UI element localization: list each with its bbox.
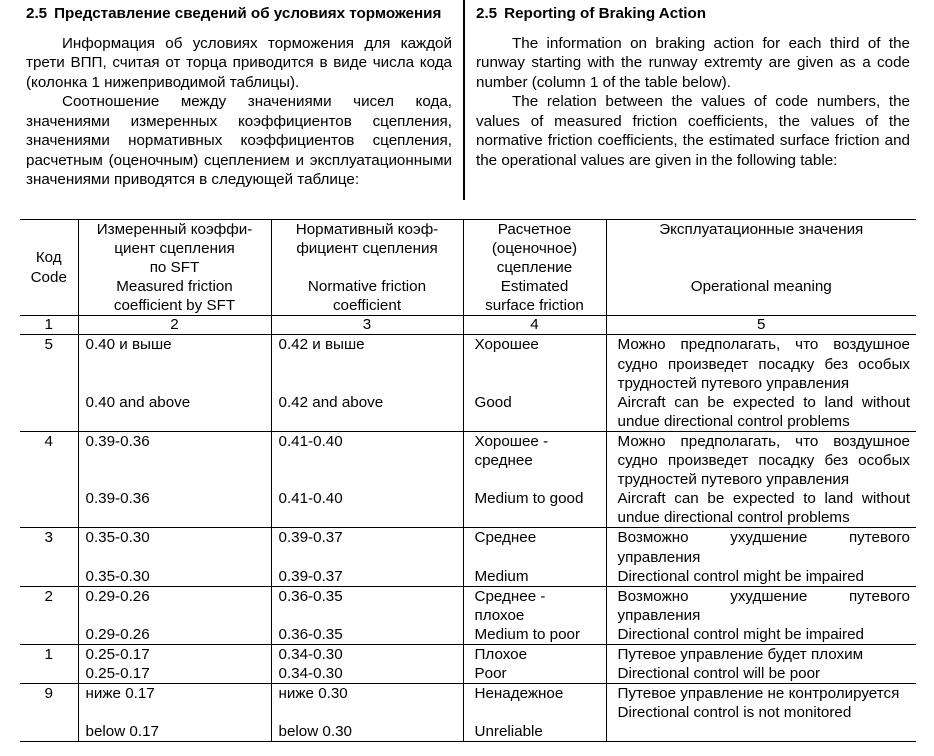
measured-cell: [78, 335, 271, 431]
estimated-ru: Среднее - плохое: [474, 587, 546, 624]
header-measured-ru-2: циент сцепления: [114, 240, 235, 258]
table-header-row: [20, 220, 916, 316]
operational-ru: Возможно ухудшение путевого управления: [617, 587, 910, 624]
operational-cell: [606, 644, 916, 683]
operational-en: Directional control might be impaired: [617, 567, 864, 585]
measured-ru: 0.40 и выше: [85, 336, 172, 354]
normative-cell: [271, 644, 463, 683]
header-estimated-en-2: surface friction: [485, 297, 584, 315]
estimated-cell: [463, 684, 606, 742]
header-code-en: Code: [30, 268, 67, 286]
header-operational-en: Operational meaning: [690, 278, 832, 296]
normative-ru: 0.42 и выше: [278, 336, 365, 354]
table-row: [20, 335, 916, 431]
operational-ru: Путевое управление не контролируется: [617, 685, 900, 703]
normative-en: 0.42 and above: [278, 393, 384, 411]
normative-ru: ниже 0.30: [278, 685, 348, 703]
section-title-en: Reporting of Braking Action: [504, 5, 707, 22]
header-normative: [271, 220, 463, 316]
measured-en: 0.39-0.36: [85, 490, 150, 508]
header-measured: [78, 220, 271, 316]
header-normative-en-2: coefficient: [332, 297, 402, 315]
measured-en: 0.29-0.26: [85, 625, 150, 643]
column-number: 3: [271, 316, 463, 335]
braking-action-table: [20, 219, 916, 742]
normative-ru: 0.41-0.40: [278, 432, 343, 450]
measured-en: 0.25-0.17: [85, 665, 150, 683]
header-normative-ru-1: Нормативный коэф-: [295, 221, 439, 238]
normative-en: 0.34-0.30: [278, 665, 343, 683]
estimated-en: Medium to poor: [474, 625, 581, 643]
normative-cell: [271, 431, 463, 527]
operational-en: Aircraft can be expected to land without undue directional control problems: [617, 393, 910, 430]
operational-ru: Путевое управление будет плохим: [617, 645, 864, 663]
measured-ru: 0.25-0.17: [85, 645, 150, 663]
header-measured-ru-3: по SFT: [149, 259, 200, 277]
normative-en: 0.41-0.40: [278, 490, 343, 508]
normative-cell: [271, 586, 463, 644]
column-number-row: [20, 316, 916, 335]
measured-ru: 0.29-0.26: [85, 587, 150, 605]
column-number: 5: [606, 316, 916, 335]
normative-cell: [271, 684, 463, 742]
operational-ru: Можно предполагать, что воздушное судно произведет посадку без особых трудностей путевого управления: [617, 432, 910, 489]
measured-cell: [78, 586, 271, 644]
estimated-en: Medium: [474, 567, 529, 585]
operational-cell: [606, 586, 916, 644]
operational-cell: [606, 684, 916, 742]
normative-en: 0.36-0.35: [278, 625, 343, 643]
estimated-en: Medium to good: [474, 490, 584, 508]
normative-cell: [271, 528, 463, 586]
paragraph-ru-2: Соотношение между значениями чисел кода, значениями измеренных коэффициентов сцепления, значениями нормативных коэффициентов сцепления, расчетным (оценочным) сцеплением и эксплуатационными значениями приводятся в следующей таблице:: [26, 93, 452, 188]
header-estimated-ru-1: Расчетное: [497, 221, 572, 238]
estimated-ru: Среднее: [474, 529, 537, 547]
column-number: 4: [463, 316, 606, 335]
table-row: [20, 684, 916, 742]
measured-ru: 0.35-0.30: [85, 529, 150, 547]
code-cell: 3: [20, 528, 78, 586]
estimated-en: Good: [474, 393, 512, 411]
code-cell: 1: [20, 644, 78, 683]
header-code: [20, 220, 78, 316]
english-column: [476, 4, 910, 170]
table-row: [20, 528, 916, 586]
header-measured-en-2: coefficient by SFT: [113, 297, 236, 315]
estimated-ru: Плохое: [474, 645, 528, 663]
section-number-en: 2.5: [476, 5, 498, 22]
header-estimated-en-1: Estimated: [500, 278, 569, 296]
measured-cell: [78, 684, 271, 742]
header-operational: [606, 220, 916, 316]
normative-en: below 0.30: [278, 723, 352, 741]
measured-cell: [78, 431, 271, 527]
section-number-ru: 2.5: [26, 5, 48, 22]
code-cell: 9: [20, 684, 78, 742]
header-estimated: [463, 220, 606, 316]
header-measured-en-1: Measured friction: [116, 278, 233, 296]
measured-cell: [78, 528, 271, 586]
operational-cell: [606, 335, 916, 431]
table-row: [20, 431, 916, 527]
estimated-cell: [463, 586, 606, 644]
section-heading-en: [476, 4, 910, 24]
header-estimated-ru-2: (оценочное): [491, 240, 578, 258]
section-heading-ru: [26, 4, 452, 24]
paragraph-en-1: The information on braking action for each third of the runway starting with the runway extremty are given as a code number (column 1 of the table below).: [476, 34, 910, 91]
header-measured-ru-1: Измеренный коэффи-: [96, 221, 253, 238]
operational-ru: Можно предполагать, что воздушное судно произведет посадку без особых трудностей путевого управления: [617, 336, 910, 392]
estimated-ru: Ненадежное: [474, 685, 564, 703]
estimated-cell: [463, 335, 606, 431]
operational-cell: [606, 528, 916, 586]
header-operational-ru: Эксплуатационные значения: [659, 221, 864, 238]
operational-en: Directional control is not monitored: [617, 704, 852, 722]
estimated-ru: Хорошее - среднее: [474, 432, 549, 470]
paragraph-ru-1: Информация об условиях торможения для каждой трети ВПП, считая от торца приводится в виде числа кода (колонка 1 нижеприводимой таблицы).: [26, 34, 452, 91]
paragraph-en-2: The relation between the values of code numbers, the values of measured friction coefficients, the values of the normative friction coefficients, the estimated surface friction and the operational values are given in the following table:: [476, 93, 910, 169]
code-cell: 5: [44, 336, 53, 354]
estimated-en: Unreliable: [474, 723, 543, 741]
normative-ru: 0.34-0.30: [278, 645, 343, 663]
normative-ru: 0.36-0.35: [278, 587, 343, 605]
operational-en: Directional control will be poor: [617, 665, 821, 683]
header-estimated-ru-3: сцепление: [496, 259, 573, 277]
header-normative-en-1: Normative friction: [307, 278, 427, 296]
normative-en: 0.39-0.37: [278, 567, 343, 585]
operational-ru: Возможно ухудшение путевого управления: [617, 529, 910, 566]
measured-ru: ниже 0.17: [85, 685, 155, 703]
normative-cell: [271, 335, 463, 431]
operational-en: Directional control might be impaired: [617, 625, 864, 643]
code-cell: 4: [20, 431, 78, 527]
estimated-ru: Хорошее: [474, 336, 539, 354]
measured-cell: [78, 644, 271, 683]
column-divider: [463, 0, 465, 200]
operational-cell: [606, 431, 916, 527]
russian-column: [26, 4, 452, 190]
estimated-en: Poor: [474, 665, 507, 683]
code-cell: 2: [20, 586, 78, 644]
column-number: 2: [78, 316, 271, 335]
estimated-cell: [463, 431, 606, 527]
section-title-ru: Представление сведений об условиях торможения: [54, 5, 442, 22]
measured-en: 0.35-0.30: [85, 567, 150, 585]
estimated-cell: [463, 528, 606, 586]
measured-en: 0.40 and above: [85, 393, 191, 411]
column-number: 1: [20, 316, 78, 335]
header-normative-ru-2: фициент сцепления: [296, 240, 438, 258]
operational-en: Aircraft can be expected to land without undue directional control problems: [617, 490, 910, 527]
normative-ru: 0.39-0.37: [278, 529, 343, 547]
table-row: [20, 644, 916, 683]
header-code-ru: Код: [35, 249, 62, 267]
measured-en: below 0.17: [85, 723, 159, 741]
measured-ru: 0.39-0.36: [85, 432, 150, 450]
table-row: [20, 586, 916, 644]
estimated-cell: [463, 644, 606, 683]
